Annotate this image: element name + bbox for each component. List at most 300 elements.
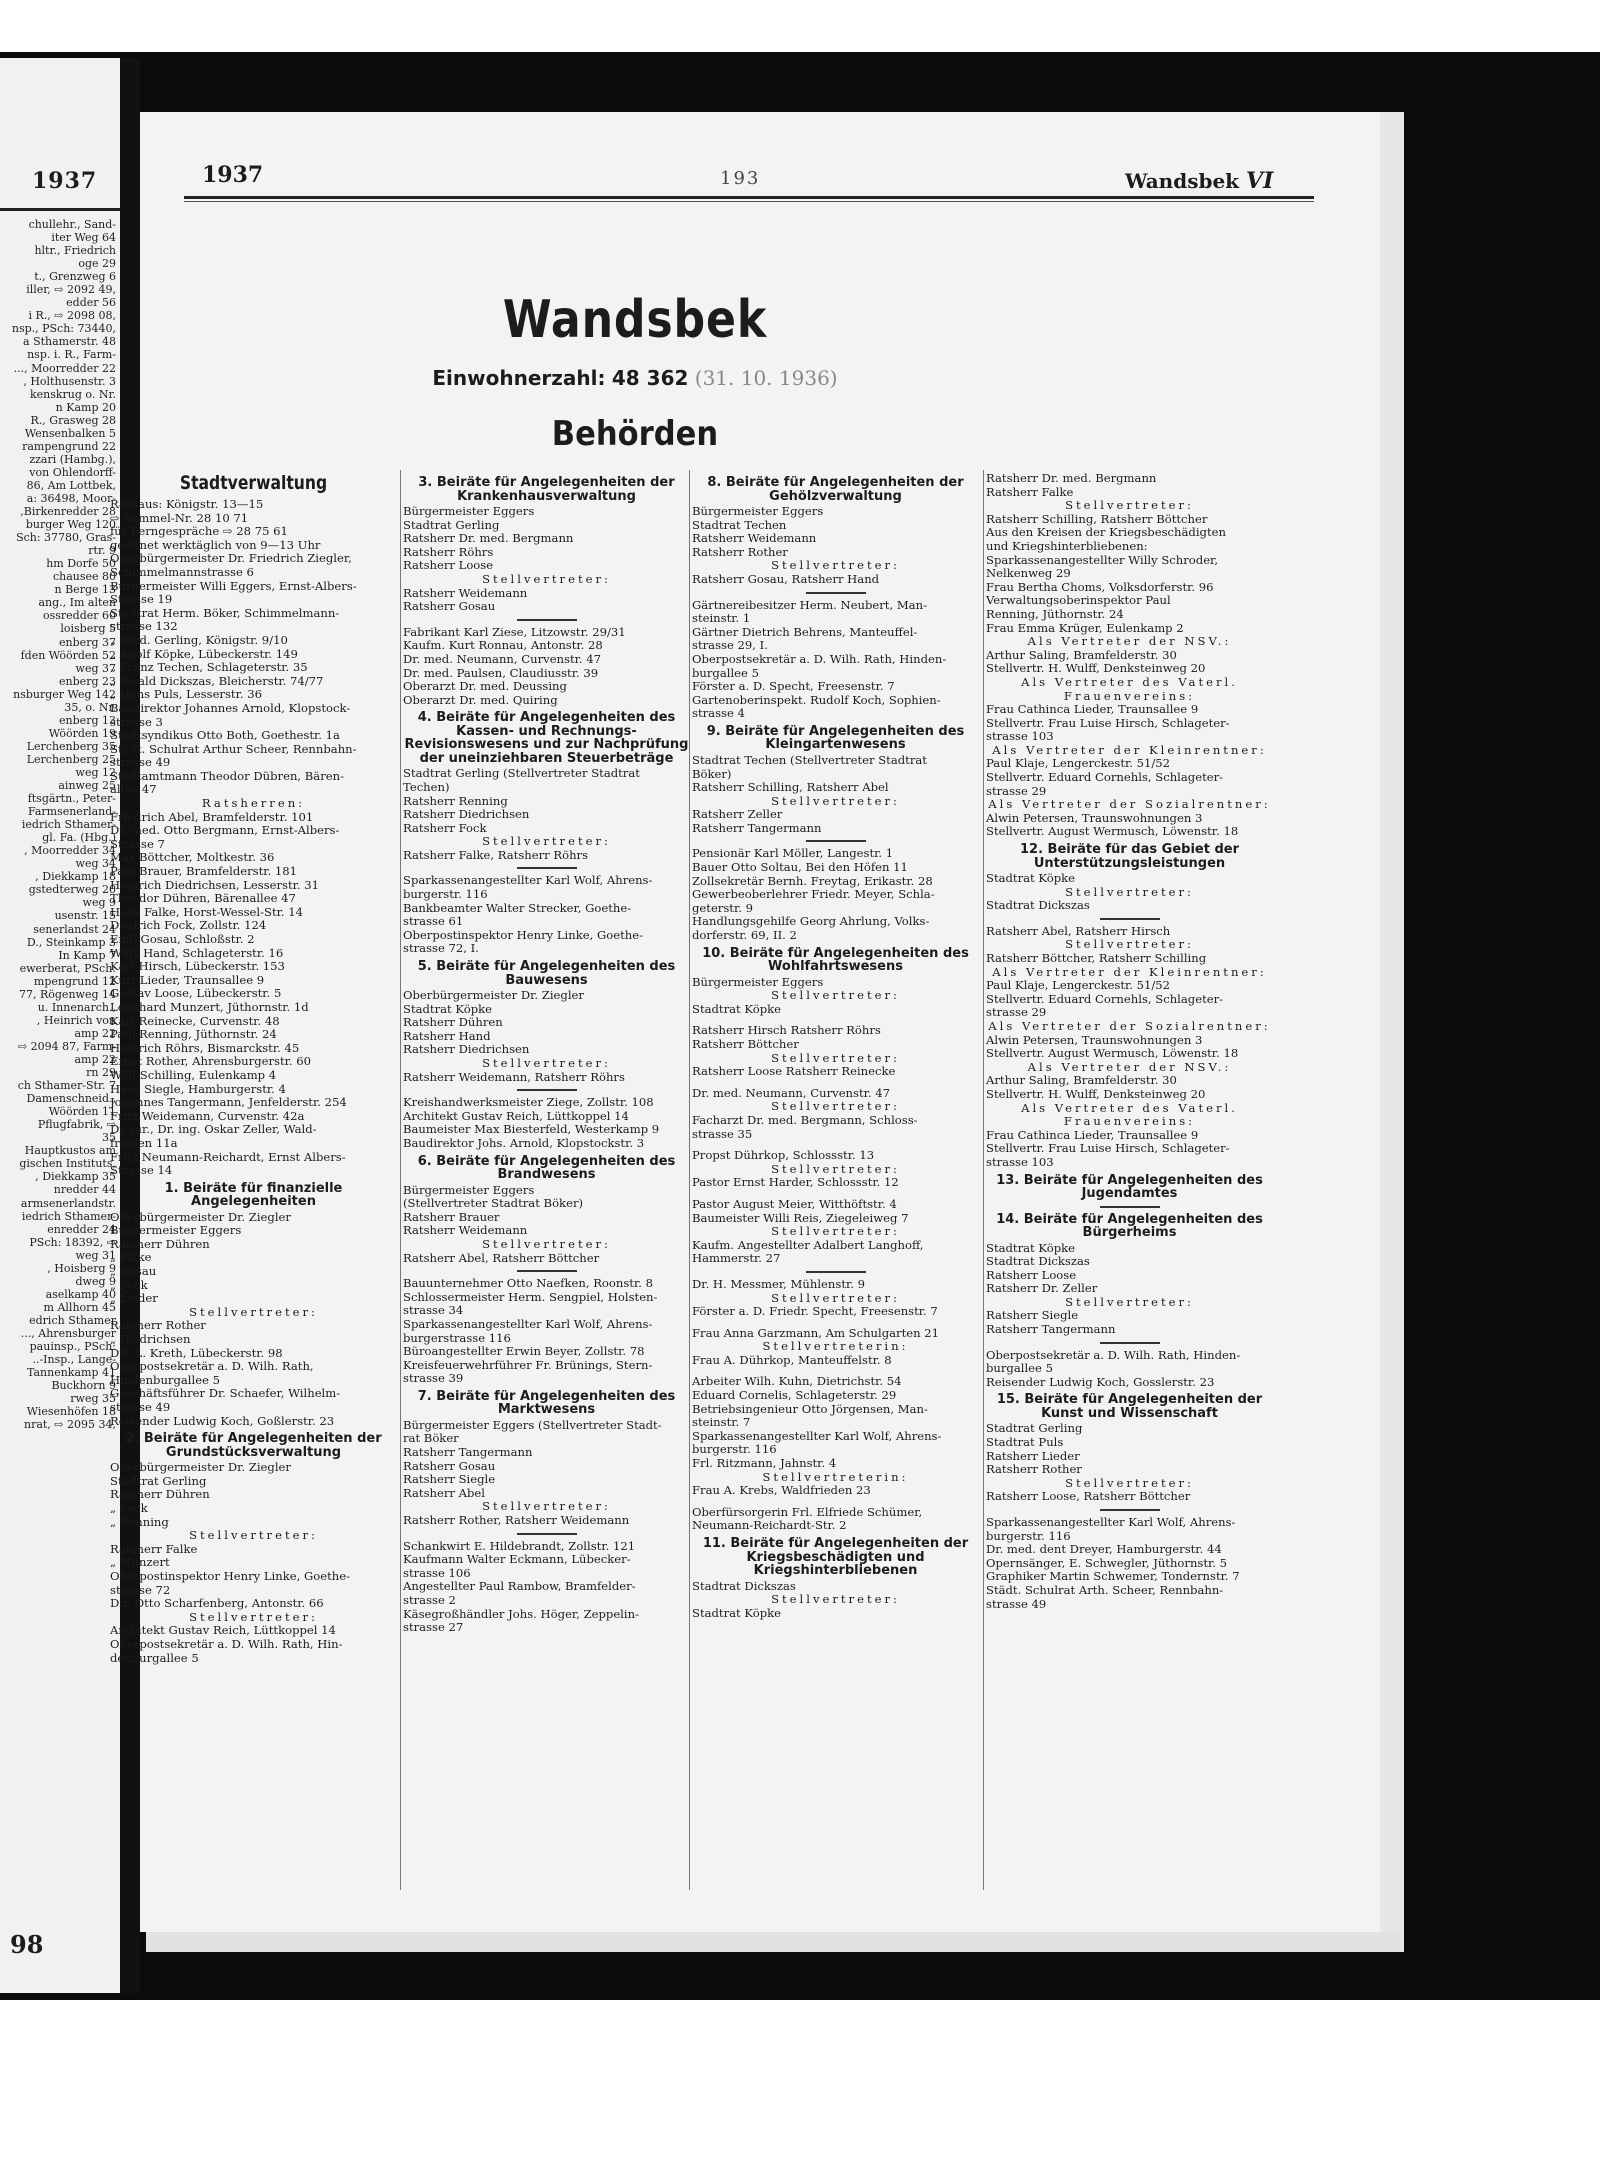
section-heading: 4. Beiräte für Angelegenheiten des Kassen- und Rechnungs-Revisionswesens und zur Nachprüfung der uneinziehbaren Steuerbeträge [404, 710, 689, 766]
entry-line: Stellvertr. August Wermusch, Löwenstr. 18 [986, 1046, 1239, 1061]
directory-page [110, 112, 1380, 1932]
facing-page-line: enberg 13 [59, 713, 116, 727]
entry-line: Strasse 19 [110, 592, 173, 607]
facing-page-line: n Berge 13 [54, 583, 116, 597]
facing-page-line: weg 12 [75, 765, 116, 779]
entry-line: Hammerstr. 27 [692, 1251, 781, 1266]
entry-line: Dr. H. Messmer, Mühlenstr. 9 [692, 1276, 866, 1291]
facing-page-line: 86, Am Lottbek, [26, 478, 116, 492]
column-2 [403, 472, 690, 1635]
facing-page-line: Lerchenberg 35 [26, 739, 116, 753]
entry-line: Stadtrat Köpke [986, 871, 1076, 886]
entry-line: Aus den Kreisen der Kriegsbeschädigten [986, 525, 1226, 540]
subheading: Stellvertreter: [189, 1528, 318, 1543]
facing-page-line: gischen Instituts, [19, 1157, 116, 1171]
facing-page-number: 98 [10, 1930, 44, 1959]
entry-line: Sparkassenangestellter Karl Wolf, Ahrens- [692, 1428, 942, 1443]
entry-line: „ Ewald Dickszas, Bleicherstr. 74/77 [110, 673, 324, 688]
subheading: Als Vertreter der Sozialrentner: [988, 1018, 1271, 1033]
entry-line: strasse 61 [403, 914, 464, 929]
facing-page-line: fden Wöörden 52 [20, 648, 116, 662]
facing-page-line: nrat, ⇨ 2095 34, [23, 1418, 116, 1432]
subheading: Als Vertreter der Kleinrentner: [992, 964, 1267, 979]
subheading: Stellvertreter: [771, 1592, 900, 1607]
subheading: Als Vertreter der Kleinrentner: [992, 742, 1267, 757]
section-heading: 3. Beiräte für Angelegenheiten der Krankenhausverwaltung [418, 475, 675, 504]
entry-line: Stellvertr. Eduard Cornehls, Schlageter- [986, 770, 1224, 785]
entry-line: Ernst Rother, Ahrensburgerstr. 60 [110, 1054, 312, 1069]
facing-page-line: ossredder 60 [42, 609, 116, 623]
entry-line: Bürgermeister Eggers (Stellvertreter Stadt- [403, 1417, 662, 1432]
entry-line: Stadtrat Köpke [692, 1001, 782, 1016]
facing-page-line: nsburger Weg 142 [13, 687, 116, 701]
entry-line: Bürgermeister Eggers [692, 504, 824, 518]
entry-line: strasse 49 [986, 1596, 1047, 1611]
section-heading: 7. Beiräte für Angelegenheiten des Marktwesens [417, 1388, 676, 1418]
entry-line: Strasse 14 [110, 1163, 173, 1178]
entry-line: Paul Renning, Jüthornstr. 24 [110, 1027, 277, 1042]
facing-page-line: Hauptkustos am [24, 1144, 116, 1158]
entry-line: Kreishandwerksmeister Ziege, Zollstr. 108 [403, 1095, 654, 1110]
entry-line: Neumann-Reichardt-Str. 2 [692, 1518, 847, 1533]
entry-line: Oberpostinspektor Henry Linke, Goethe- [110, 1568, 350, 1583]
entry-line: strasse 29 [986, 783, 1047, 798]
facing-page-line: , Diekkamp 18 [35, 870, 116, 884]
entry-line: dorferstr. 69, II. 2 [692, 928, 797, 943]
entry-line: Stellvertr. Frau Luise Hirsch, Schlageter- [986, 1141, 1230, 1156]
facing-page-line: Pflugfabrik, ⇨ [37, 1118, 116, 1132]
entry-line: „ Fock [110, 1500, 148, 1515]
section-heading: 9. Beiräte für Angelegenheiten des Kleingartenwesens [706, 723, 965, 753]
entry-line: „ Lieder [110, 1291, 158, 1306]
entry-line: Gustav Loose, Lübeckerstr. 5 [110, 986, 282, 1001]
entry-line: Oberbürgermeister Dr. Ziegler [110, 1460, 291, 1475]
entry-line: Ratsherr Weidemann, Ratsherr Röhrs [403, 1069, 625, 1084]
entry-line: Renning, Jüthornstr. 24 [986, 606, 1124, 621]
entry-line: Fabrikant Karl Ziese, Litzowstr. 29/31 [403, 624, 626, 639]
facing-page-line: hm Dorfe 50 [46, 557, 116, 571]
facing-page-line: ⇨ 2094 87, Farm- [17, 1039, 116, 1053]
facing-page-line: iller, ⇨ 2092 49, [26, 283, 116, 297]
entry-line: Frau Cathinca Lieder, Traunsallee 9 [986, 702, 1199, 717]
entry-line: Paul Klaje, Lengerckestr. 51/52 [986, 756, 1171, 771]
entry-line: Eduard Cornelis, Schlageterstr. 29 [692, 1388, 897, 1403]
entry-line: und Kriegshinterbliebenen: [986, 538, 1148, 553]
entry-line: Ratsherr Renning [403, 793, 508, 808]
entry-line: Ratsherr Diedrichsen [403, 807, 530, 822]
subheading: Stellvertreterin: [762, 1339, 909, 1354]
entry-line: strasse 49 [110, 1400, 171, 1414]
entry-line: Ratsherr Rother [692, 544, 788, 559]
facing-page-line: nredder 44 [53, 1183, 116, 1197]
entry-line: Stadtamtmann Theodor Dübren, Bären- [110, 768, 344, 783]
entry-line: Stellvertr. Frau Luise Hirsch, Schlageter- [986, 715, 1230, 730]
facing-page-line: ..., Moorredder 22 [13, 361, 116, 375]
facing-page-line: zzari (Hambg.), [29, 452, 116, 466]
subheading: Stellvertreter: [482, 1236, 611, 1251]
entry-line: strasse 27 [403, 1620, 464, 1635]
section-heading: 12. Beiräte für das Gebiet der Unterstützungsleistungen [1019, 842, 1239, 871]
divider [517, 619, 577, 621]
entry-line: Ratsherr Rother [986, 1462, 1082, 1477]
entry-line: Geschäftsführer Dr. Schaefer, Wilhelm- [110, 1386, 341, 1401]
entry-line: Ratsherr Tangermann [986, 1322, 1116, 1337]
column-rule [400, 470, 401, 1890]
entry-line: Ratsherr Siegle [403, 1472, 496, 1487]
entry-line: Architekt Gustav Reich, Lüttkoppel 14 [110, 1623, 336, 1638]
entry-line: Oberbürgermeister Dr. Ziegler [403, 988, 584, 1003]
entry-line: Ratsherr Diedrichsen [403, 1042, 530, 1057]
entry-line: Sparkassenangestellter Karl Wolf, Ahrens- [403, 1316, 653, 1331]
entry-line: Dr. jur., Dr. ing. Oskar Zeller, Wald- [110, 1122, 317, 1137]
entry-line: Oberbürgermeister Dr. Ziegler [110, 1209, 291, 1224]
entry-line: Schankwirt E. Hildebrandt, Zollstr. 121 [403, 1538, 636, 1553]
entry-line: strasse 4 [692, 706, 745, 721]
entry-line: Arthur Saling, Bramfelderstr. 30 [986, 647, 1177, 662]
facing-page-line: ang., Im alten [38, 596, 116, 610]
facing-page-line: senerlandst 24 [33, 922, 116, 936]
population-date: (31. 10. 1936) [694, 366, 838, 390]
subheading: Stellvertreter: [771, 558, 900, 573]
subheading: Stellvertreter: [189, 1609, 318, 1624]
entry-line: Ratsherr Hand [403, 1028, 491, 1043]
facing-page-line: amp 22 [74, 1053, 116, 1066]
population-value: 48 362 [611, 366, 689, 390]
column-rule [983, 470, 984, 1890]
facing-page-line: ..-Insp., Lange- [32, 1353, 116, 1367]
entry-line: Bürgermeister Eggers [692, 974, 824, 989]
facing-page-line: ewerberat, PSch: [19, 961, 116, 975]
facing-page-line: chullehr., Sand- [28, 218, 116, 231]
entry-line: Bürgermeister Willi Eggers, Ernst-Albers- [110, 578, 357, 593]
entry-line: Sparkassenangestellter Karl Wolf, Ahrens- [403, 873, 653, 888]
header-volume: VI [1246, 168, 1274, 194]
entry-line: Ratsherr Zeller [692, 807, 783, 822]
entry-line: Ratsherr Loose, Ratsherr Böttcher [986, 1489, 1191, 1504]
entry-line: Ratsherr Schilling, Ratsherr Abel [692, 780, 889, 795]
facing-page-line: Farmsenerland- [27, 805, 116, 819]
entry-line: Kaufm. Kurt Ronnau, Antonstr. 28 [403, 638, 603, 653]
entry-line: Städt. Schulrat Arth. Scheer, Rennbahn- [986, 1582, 1224, 1597]
facing-page-line: burger Weg 120 [25, 518, 116, 532]
subheading: Als Vertreter der NSV.: [1027, 634, 1232, 649]
entry-line: Stadtrat Köpke [403, 1001, 493, 1016]
entry-line: Ratsherr Dühren [110, 1236, 210, 1251]
entry-line: Baudirektor Johs. Arnold, Klopstockstr. 3 [403, 1135, 645, 1150]
entry-line: „ Adolf Köpke, Lübeckerstr. 149 [110, 646, 298, 661]
entry-line: Kaufmann Walter Eckmann, Lübecker- [403, 1552, 631, 1567]
facing-page-line: R., Grasweg 28 [30, 413, 116, 427]
entry-line: strasse 49 [110, 755, 171, 770]
entry-line: geterstr. 9 [692, 900, 753, 915]
entry-line: frieden 11a [110, 1135, 178, 1150]
column-heading: Stadtverwaltung [179, 472, 328, 494]
entry-line: Stellvertr. Eduard Cornehls, Schlageter- [986, 991, 1224, 1006]
entry-line: Strasse 7 [110, 836, 165, 851]
facing-page-line: , Diekkamp 35 [35, 1170, 116, 1184]
facing-page-line: rtr. 9 [88, 544, 116, 558]
entry-line: burgallee 5 [692, 665, 759, 680]
entry-line: Pastor August Meier, Witthöftstr. 4 [692, 1196, 897, 1211]
header-page-number: 193 [720, 168, 761, 189]
entry-line: Emil Gosau, Schloßstr. 2 [110, 932, 255, 946]
entry-line: „ Franz Techen, Schlageterstr. 35 [110, 660, 308, 675]
facing-page-line: enredder 24 [47, 1222, 116, 1236]
entry-line: Ratsherr Abel, Ratsherr Böttcher [403, 1250, 600, 1265]
column-3 [692, 472, 979, 1620]
entry-line: Dr. med. Neumann, Curvenstr. 47 [403, 651, 602, 666]
entry-line: Stadtrat Gerling [110, 1473, 207, 1488]
entry-line: Schlossermeister Herm. Sengpiel, Holsten- [403, 1289, 658, 1304]
divider [806, 840, 866, 842]
entry-line: Ratsherr Falke, Ratsherr Röhrs [403, 847, 589, 862]
facing-page-line: iter Weg 64 [51, 231, 116, 245]
entry-line: Karl Reinecke, Curvenstr. 48 [110, 1013, 280, 1028]
entry-line: Hindenburgallee 5 [110, 1372, 220, 1387]
section-heading: 15. Beiräte für Angelegenheiten der Kunst und Wissenschaft [996, 1392, 1263, 1421]
entry-line: Ratsherr Böttcher, Ratsherr Schilling [986, 951, 1207, 965]
entry-line: strasse 103 [986, 1154, 1054, 1169]
entry-line: Ratsherr Falke [986, 484, 1074, 499]
entry-line: burgerstrasse 116 [403, 1330, 511, 1345]
entry-line: Dr. med. Neumann, Curvenstr. 47 [692, 1085, 891, 1100]
entry-line: strasse 29 [986, 1005, 1047, 1020]
entry-line: strasse 72 [110, 1582, 171, 1597]
subheading: Stellvertreter: [771, 1050, 900, 1065]
subheading: Als Vertreter der Sozialrentner: [988, 797, 1271, 812]
facing-page-line: oge 29 [78, 257, 116, 271]
section-heading: 5. Beiräte für Angelegenheiten des Bauwesens [417, 959, 676, 988]
section-title: Behörden [551, 414, 719, 454]
entry-line: Arthur Saling, Bramfelderstr. 30 [986, 1073, 1177, 1088]
facing-page-line: rn 29 [86, 1066, 116, 1080]
subheading: Stellvertreter: [482, 571, 611, 586]
entry-line: Frau Bertha Choms, Volksdorferstr. 96 [986, 579, 1214, 594]
subheading: Stellvertreter: [771, 1290, 900, 1305]
facing-page-line: Wensenbalken 5 [24, 426, 116, 440]
subheading: Stellvertreterin: [762, 1469, 909, 1484]
entry-line: Friedrich Abel, Bramfelderstr. 101 [110, 809, 314, 824]
facing-page-line: 35, o. Nr. [64, 700, 116, 714]
entry-line: Frau A. Dührkop, Manteuffelstr. 8 [692, 1352, 892, 1367]
entry-line: Fritz Weidemann, Curvenstr. 42a [110, 1108, 305, 1123]
entry-line: Ratsherr Dr. med. Bergmann [403, 531, 574, 546]
facing-page-line: Tannenkamp 41 [27, 1366, 116, 1380]
subheading: Stellvertreter: [1065, 498, 1194, 513]
facing-page-line: t., Grenzweg 6 [34, 270, 116, 284]
entry-line: Ratsherr Abel [403, 1485, 485, 1500]
facing-page-line: nsp. i. R., Farm- [27, 348, 116, 362]
entry-line: Büroangestellter Erwin Beyer, Zollstr. 78 [403, 1344, 645, 1359]
section-heading: 2. Beiräte für Angelegenheiten der Grundstücksverwaltung [125, 1431, 382, 1460]
entry-line: Dr. med. Paulsen, Claudiusstr. 39 [403, 665, 599, 680]
divider [1100, 1206, 1160, 1208]
entry-line: Sparkassenangestellter Willy Schroder, [986, 552, 1219, 567]
entry-line: „ Ferd. Gerling, Königstr. 9/10 [110, 632, 288, 647]
subheading: Stellvertreter: [771, 988, 900, 1003]
facing-page-line: amp 22 [74, 1026, 116, 1040]
entry-line: Handlungsgehilfe Georg Ahrlung, Volks- [692, 914, 930, 929]
entry-line: strasse 103 [986, 729, 1054, 744]
subheading: Stellvertreter: [1065, 884, 1194, 899]
entry-line: Propst Dührkop, Schlossstr. 13 [692, 1148, 875, 1163]
entry-line: Oberarzt Dr. med. Quiring [403, 692, 558, 707]
entry-line: Förster a. D. Friedr. Specht, Freesenstr. 7 [692, 1304, 938, 1319]
entry-line: Stadtrat Techen [692, 517, 787, 532]
subheading: Ratsherren: [201, 796, 306, 811]
entry-line: Bürgermeister Eggers [403, 504, 535, 518]
entry-line: Ratsherr Tangermann [403, 1445, 533, 1460]
facing-page-line: aselkamp 40 [45, 1287, 116, 1301]
entry-line: Ratsherr Brauer [403, 1209, 500, 1224]
entry-line: Hans Falke, Horst-Wessel-Str. 14 [110, 904, 303, 919]
entry-line: Oberfürsorgerin Frl. Elfriede Schümer, [692, 1504, 923, 1519]
entry-line: Pensionär Karl Möller, Langestr. 1 [692, 846, 894, 861]
entry-line: Ratsherr Hirsch Ratsherr Röhrs [692, 1023, 881, 1038]
entry-line: Stadtrat Puls [986, 1435, 1064, 1450]
entry-line: Stadtrat Dickszas [986, 898, 1090, 913]
entry-line: Ratsherr Dühren [403, 1015, 503, 1030]
facing-page-line: mpengrund 12 [33, 974, 116, 988]
entry-line: Ratsherr Loose [986, 1267, 1077, 1282]
facing-page-line: PSch: 18392, ⇨ [29, 1235, 116, 1249]
facing-page-line: edrich Sthamer [29, 1313, 116, 1327]
entry-line: Frl. Ritzmann, Jahnstr. 4 [692, 1456, 837, 1471]
entry-line: Ratsherr Dr. med. Bergmann [986, 471, 1157, 485]
entry-line: Ratsherr Dr. Zeller [986, 1281, 1098, 1296]
section-heading: 6. Beiräte für Angelegenheiten des Brandwesens [417, 1153, 676, 1183]
entry-line: Dr. med. dent Dreyer, Hamburgerstr. 44 [986, 1542, 1222, 1557]
subheading: Stellvertreter: [771, 1161, 900, 1176]
facing-page-line: ainweg 25 [58, 779, 116, 793]
entry-line: Bürgermeister Eggers [403, 1182, 535, 1197]
facing-page-line: 35 [102, 1131, 116, 1145]
facing-page-line: enberg 37 [59, 635, 116, 649]
entry-line: Ratsherr Röhrs [403, 544, 494, 559]
entry-line: Fritz Neumann-Reichardt, Ernst Albers- [110, 1149, 346, 1164]
facing-page-line: a Sthamerstr. 48 [23, 335, 116, 349]
entry-line: Oberbürgermeister Dr. Friedrich Ziegler, [110, 551, 352, 566]
entry-line: Ratsherr Abel, Ratsherr Hirsch [986, 923, 1171, 938]
divider [806, 592, 866, 594]
facing-page-line: Wiesenhöfen 18 [26, 1405, 116, 1419]
entry-line: Baudirektor Johannes Arnold, Klopstock- [110, 700, 351, 715]
divider [517, 1270, 577, 1272]
entry-line: Opernsänger, E. Schwegler, Jüthornstr. 5 [986, 1555, 1228, 1570]
subheading: Als Vertreter der NSV.: [1027, 1059, 1232, 1074]
entry-line: Kreisfeuerwehrführer Fr. Brünings, Stern- [403, 1357, 653, 1372]
entry-line: Stadtrat Techen (Stellvertreter Stadtrat [692, 752, 927, 767]
facing-page-text [0, 218, 120, 1431]
section-heading: 14. Beiräte für Angelegenheiten des Bürgerheims [996, 1211, 1263, 1240]
entry-line: Käsegroßhändler Johs. Höger, Zeppelin- [403, 1606, 639, 1621]
entry-line: Verwaltungsoberinspektor Paul [986, 593, 1171, 608]
entry-line: Stadtrat Gerling (Stellvertreter Stadtrat [403, 766, 640, 781]
entry-line: strasse 39 [403, 1371, 464, 1386]
section-heading: 11. Beiräte für Angelegenheiten der Kriegsbeschädigten und Kriegshinterbliebenen [702, 1536, 969, 1578]
entry-line: für Ferngespräche ⇨ 28 75 61 [110, 524, 288, 539]
entry-line: Stadtsyndikus Otto Both, Goethestr. 1a [110, 728, 340, 743]
header-city-name: Wandsbek [1125, 169, 1240, 193]
entry-line: „ Fock [110, 1277, 148, 1292]
entry-line: Stadtrat Dickszas [986, 1254, 1090, 1269]
entry-line: Diedrich Fock, Zollstr. 124 [110, 918, 267, 933]
entry-line: steinstr. 1 [692, 611, 751, 626]
section-heading: 1. Beiräte für finanzielle Angelegenheiten [164, 1180, 343, 1210]
page-bottom-edge [146, 1932, 1400, 1952]
section-heading: 13. Beiräte für Angelegenheiten des Jugendamtes [996, 1172, 1263, 1201]
entry-line: Betriebsingenieur Otto Jörgensen, Man- [692, 1401, 928, 1416]
entry-line: Stadtrat Köpke [692, 1605, 782, 1620]
entry-line: allee 47 [110, 782, 157, 797]
section-heading: 10. Beiräte für Angelegenheiten des Wohlfahrtswesens [702, 945, 969, 975]
entry-line: Ratsherr Böttcher [692, 1037, 799, 1051]
entry-line: geöffnet werktäglich von 9—13 Uhr [110, 537, 321, 552]
divider [806, 1271, 866, 1273]
entry-line: ⇨ Sammel-Nr. 28 10 71 [110, 510, 249, 525]
facing-page-line: loisberg 5 [60, 622, 116, 636]
facing-page-line: enberg 23 [59, 674, 116, 688]
facing-page-line: ch Sthamer-Str. 7 [17, 1079, 116, 1093]
facing-page-line: Sch: 37780, Gras- [16, 531, 116, 545]
entry-line: Hans Siegle, Hamburgerstr. 4 [110, 1081, 286, 1096]
facing-page-line: Buckhorn 9 [51, 1379, 116, 1393]
entry-line: Gewerbeoberlehrer Friedr. Meyer, Schla- [692, 887, 935, 902]
header-rule [184, 196, 1314, 199]
entry-line: Dir. L. Kreth, Lübeckerstr. 98 [110, 1345, 283, 1360]
entry-line: Ratsherr Loose Ratsherr Reinecke [692, 1064, 896, 1079]
entry-line: Kaufm. Angestellter Adalbert Langhoff, [692, 1237, 924, 1252]
entry-line: Stellvertr. H. Wulff, Denksteinweg 20 [986, 661, 1206, 676]
entry-line: strasse 34 [403, 1303, 464, 1318]
entry-line: Ratsherr Tangermann [692, 820, 822, 835]
entry-line: Baumeister Willi Reis, Ziegeleiweg 7 [692, 1210, 909, 1225]
entry-line: Ratsherr Gosau [403, 599, 496, 614]
entry-line: Paul Klaje, Lengerckestr. 51/52 [986, 978, 1171, 993]
facing-page-line: , Moorredder 34 [24, 844, 116, 858]
entry-line: Ratsherr Dühren [110, 1487, 210, 1502]
entry-line: Arbeiter Wilh. Kuhn, Dietrichstr. 54 [692, 1374, 902, 1389]
entry-line: Nelkenweg 29 [986, 566, 1071, 581]
entry-line: Ratsherr Gosau, Ratsherr Hand [692, 571, 880, 586]
entry-line: Ratsherr Weidemann [403, 585, 528, 600]
divider [1100, 1342, 1160, 1344]
divider [1100, 1509, 1160, 1511]
entry-line: Ratsherr Fock [403, 820, 487, 835]
column-1 [110, 472, 397, 1665]
facing-page-line: weg 34 [75, 857, 116, 871]
header-year: 1937 [202, 162, 264, 188]
entry-line: steinstr. 7 [692, 1415, 751, 1430]
facing-page-line: , Heinrich von [36, 1013, 116, 1027]
entry-line: Ratsherr Siegle [986, 1308, 1079, 1323]
facing-page-line: i R., ⇨ 2098 08, [28, 309, 116, 323]
entry-line: Reisender Ludwig Koch, Goßlerstr. 23 [110, 1413, 335, 1428]
entry-line: Techen) [403, 779, 450, 794]
entry-line: burgerstr. 116 [692, 1442, 777, 1457]
facing-page-line: ..., Ahrensburger [20, 1326, 116, 1340]
entry-line: Frau A. Krebs, Waldfrieden 23 [692, 1483, 871, 1498]
entry-line: Pastor Ernst Harder, Schlossstr. 12 [692, 1175, 899, 1190]
facing-page-line: Lerchenberg 25 [26, 752, 116, 766]
entry-line: Stadtrat Gerling [986, 1421, 1083, 1436]
entry-line: Sparkassenangestellter Karl Wolf, Ahrens- [986, 1515, 1236, 1529]
entry-line: Oberpostsekretär a. D. Wilh. Rath, Hinden- [986, 1347, 1241, 1362]
subheading: Stellvertreter: [1065, 1294, 1194, 1309]
entry-line: Karl Hirsch, Lübeckerstr. 153 [110, 959, 285, 974]
facing-page-line: u. Innenarch., [37, 1000, 116, 1014]
facing-page-line: Wöörden 11 [48, 1105, 116, 1119]
